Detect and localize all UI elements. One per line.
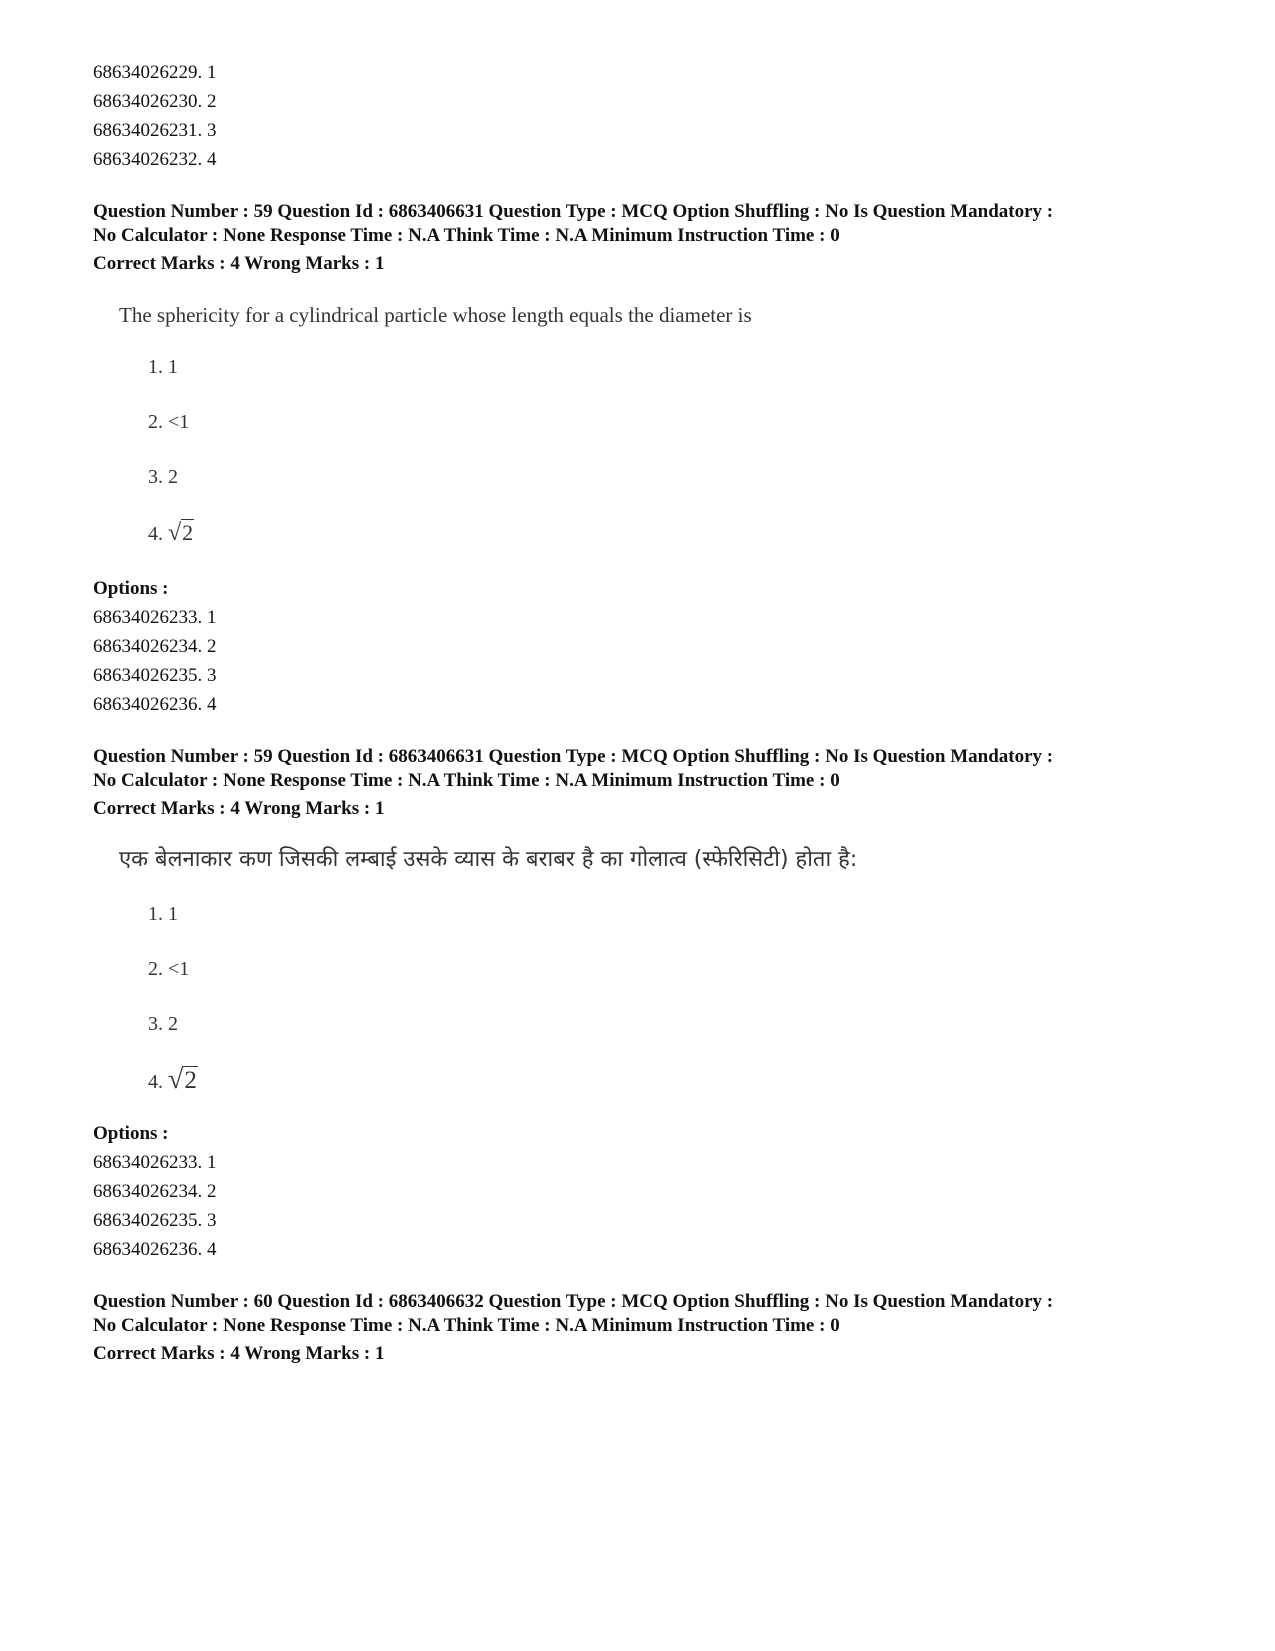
answer-choice: 3. 2 xyxy=(148,466,178,488)
marks-line: Correct Marks : 4 Wrong Marks : 1 xyxy=(93,798,385,819)
question-block-59-hindi xyxy=(93,745,1193,1264)
question-image xyxy=(93,845,1193,1107)
square-root-expression xyxy=(168,505,194,561)
square-root-expression xyxy=(168,1052,198,1108)
answer-choice: 2. <1 xyxy=(148,958,190,980)
question-block-60 xyxy=(93,1290,1193,1366)
question-image xyxy=(93,300,1193,560)
question-meta-line: Question Number : 59 Question Id : 6863406631 Question Type : MCQ Option Shuffling : No Is Question Mandatory : xyxy=(93,746,1054,767)
marks-line: Correct Marks : 4 Wrong Marks : 1 xyxy=(93,253,385,274)
marks-line: Correct Marks : 4 Wrong Marks : 1 xyxy=(93,1343,385,1364)
question-block-59-english xyxy=(93,200,1193,719)
question-stem: एक बेलनाकार कण जिसकी लम्बाई उसके व्यास के बराबर है का गोलात्व (स्फेरिसिटी) होता है: xyxy=(119,847,858,872)
radical-sign-icon: √ xyxy=(168,1064,184,1095)
option-id-line: 68634026232. 4 xyxy=(93,149,217,170)
options-label: Options : xyxy=(93,1123,169,1144)
answer-choice xyxy=(148,1052,1193,1107)
option-id-line: 68634026233. 1 xyxy=(93,607,217,628)
option-id-line: 68634026236. 4 xyxy=(93,1239,217,1260)
radicand: 2 xyxy=(184,1067,197,1094)
radicand: 2 xyxy=(182,520,194,545)
option-id-line: 68634026231. 3 xyxy=(93,120,217,141)
radical-sign-icon: √ xyxy=(168,520,182,546)
question-meta-line: Question Number : 60 Question Id : 6863406632 Question Type : MCQ Option Shuffling : No Is Question Mandatory : xyxy=(93,1291,1054,1312)
option-id-line: 68634026236. 4 xyxy=(93,694,217,715)
question-stem: The sphericity for a cylindrical particle whose length equals the diameter is xyxy=(119,303,752,327)
option-id-line: 68634026234. 2 xyxy=(93,636,217,657)
options-label: Options : xyxy=(93,578,169,599)
answer-choice: 3. 2 xyxy=(148,1013,178,1035)
answer-choice: 1. 1 xyxy=(148,903,178,925)
question-meta-line: No Calculator : None Response Time : N.A Think Time : N.A Minimum Instruction Time : 0 xyxy=(93,770,840,791)
choice-number: 4. xyxy=(148,1071,163,1093)
option-id-line: 68634026234. 2 xyxy=(93,1181,217,1202)
choice-number: 4. xyxy=(148,523,163,545)
question-meta-line: Question Number : 59 Question Id : 6863406631 Question Type : MCQ Option Shuffling : No Is Question Mandatory : xyxy=(93,201,1054,222)
option-id-line: 68634026235. 3 xyxy=(93,1210,217,1231)
option-id-line: 68634026230. 2 xyxy=(93,91,217,112)
answer-choice: 2. <1 xyxy=(148,411,190,433)
question-meta-line: No Calculator : None Response Time : N.A Think Time : N.A Minimum Instruction Time : 0 xyxy=(93,1315,840,1336)
option-id-line: 68634026229. 1 xyxy=(93,62,217,83)
question-meta-line: No Calculator : None Response Time : N.A Think Time : N.A Minimum Instruction Time : 0 xyxy=(93,225,840,246)
previous-options-list xyxy=(93,58,1193,174)
document-page xyxy=(93,58,1193,1366)
answer-choice xyxy=(148,505,1193,560)
option-id-line: 68634026233. 1 xyxy=(93,1152,217,1173)
answer-choice: 1. 1 xyxy=(148,356,178,378)
option-id-line: 68634026235. 3 xyxy=(93,665,217,686)
